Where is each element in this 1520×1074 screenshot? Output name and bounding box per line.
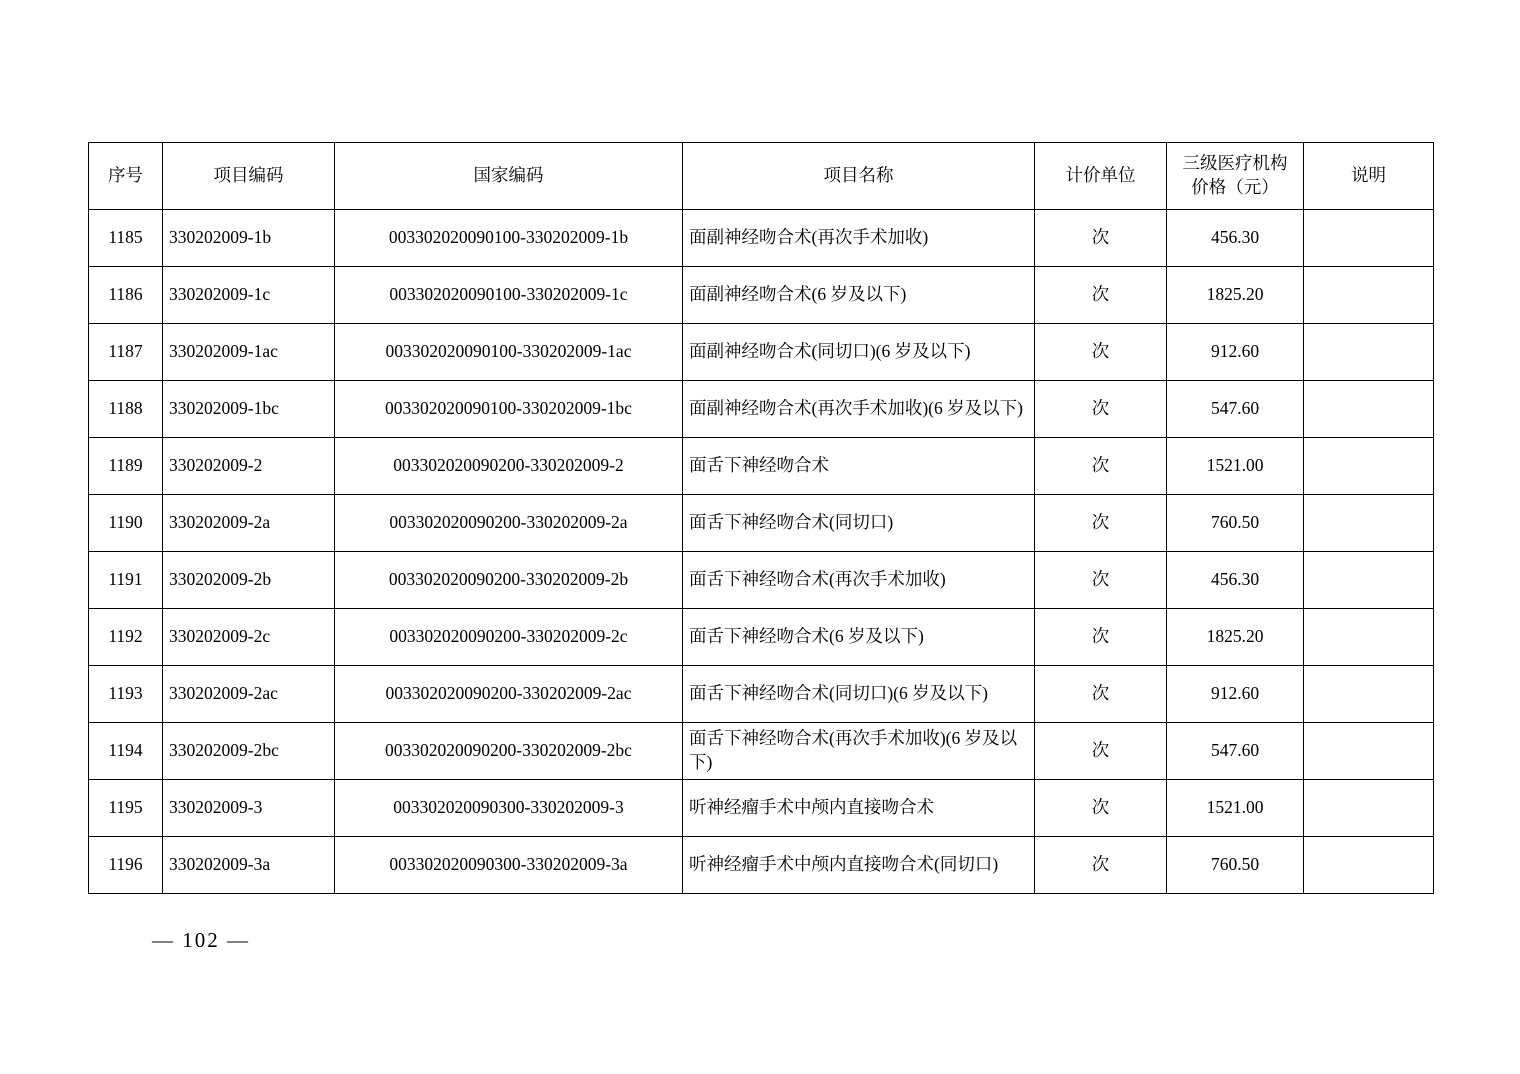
cell-seq: 1193	[89, 666, 163, 723]
cell-note	[1304, 837, 1434, 894]
cell-national-code: 003302020090300-330202009-3	[335, 780, 683, 837]
cell-national-code: 003302020090200-330202009-2b	[335, 552, 683, 609]
medical-price-table	[88, 142, 1434, 894]
cell-note	[1304, 210, 1434, 267]
column-header-note: 说明	[1304, 143, 1434, 210]
cell-item-code: 330202009-2bc	[163, 723, 335, 780]
cell-item-code: 330202009-2	[163, 438, 335, 495]
cell-item-name: 面副神经吻合术(再次手术加收)(6 岁及以下)	[683, 381, 1035, 438]
cell-national-code: 003302020090300-330202009-3a	[335, 837, 683, 894]
cell-item-name: 面副神经吻合术(6 岁及以下)	[683, 267, 1035, 324]
cell-seq: 1185	[89, 210, 163, 267]
cell-price: 912.60	[1167, 666, 1304, 723]
cell-seq: 1186	[89, 267, 163, 324]
cell-price: 456.30	[1167, 552, 1304, 609]
cell-item-name: 面舌下神经吻合术(同切口)(6 岁及以下)	[683, 666, 1035, 723]
column-header-price-line2: 价格（元）	[1191, 177, 1279, 197]
cell-unit: 次	[1035, 495, 1167, 552]
cell-item-name: 面副神经吻合术(再次手术加收)	[683, 210, 1035, 267]
cell-item-name: 面舌下神经吻合术(6 岁及以下)	[683, 609, 1035, 666]
cell-note	[1304, 609, 1434, 666]
cell-note	[1304, 267, 1434, 324]
page-number: — 102 —	[152, 928, 250, 952]
column-header-price-line1: 三级医疗机构	[1182, 153, 1288, 174]
cell-national-code: 003302020090100-330202009-1ac	[335, 324, 683, 381]
cell-unit: 次	[1035, 666, 1167, 723]
cell-price: 1521.00	[1167, 438, 1304, 495]
table-row	[89, 495, 1434, 552]
cell-item-name: 面副神经吻合术(同切口)(6 岁及以下)	[683, 324, 1035, 381]
cell-unit: 次	[1035, 780, 1167, 837]
cell-unit: 次	[1035, 267, 1167, 324]
cell-unit: 次	[1035, 837, 1167, 894]
table-row	[89, 552, 1434, 609]
table-header	[89, 143, 1434, 210]
cell-item-code: 330202009-2b	[163, 552, 335, 609]
table-row	[89, 666, 1434, 723]
cell-seq: 1195	[89, 780, 163, 837]
column-header-seq: 序号	[89, 143, 163, 210]
cell-item-name: 面舌下神经吻合术	[683, 438, 1035, 495]
cell-unit: 次	[1035, 723, 1167, 780]
column-header-national-code: 国家编码	[335, 143, 683, 210]
cell-item-name: 听神经瘤手术中颅内直接吻合术	[683, 780, 1035, 837]
cell-price: 760.50	[1167, 837, 1304, 894]
table-row	[89, 837, 1434, 894]
table-row	[89, 438, 1434, 495]
cell-seq: 1189	[89, 438, 163, 495]
cell-national-code: 003302020090100-330202009-1bc	[335, 381, 683, 438]
cell-seq: 1191	[89, 552, 163, 609]
cell-national-code: 003302020090200-330202009-2bc	[335, 723, 683, 780]
cell-price: 547.60	[1167, 723, 1304, 780]
cell-unit: 次	[1035, 210, 1167, 267]
table-row	[89, 381, 1434, 438]
cell-unit: 次	[1035, 552, 1167, 609]
cell-price: 1825.20	[1167, 267, 1304, 324]
cell-item-name: 面舌下神经吻合术(同切口)	[683, 495, 1035, 552]
cell-item-name: 面舌下神经吻合术(再次手术加收)(6 岁及以下)	[683, 723, 1035, 780]
cell-item-code: 330202009-1b	[163, 210, 335, 267]
column-header-item-code: 项目编码	[163, 143, 335, 210]
cell-item-name: 听神经瘤手术中颅内直接吻合术(同切口)	[683, 837, 1035, 894]
cell-seq: 1194	[89, 723, 163, 780]
cell-item-code: 330202009-1bc	[163, 381, 335, 438]
table-row	[89, 324, 1434, 381]
table-row	[89, 723, 1434, 780]
cell-national-code: 003302020090100-330202009-1c	[335, 267, 683, 324]
cell-price: 1521.00	[1167, 780, 1304, 837]
cell-unit: 次	[1035, 381, 1167, 438]
cell-national-code: 003302020090200-330202009-2ac	[335, 666, 683, 723]
cell-note	[1304, 723, 1434, 780]
cell-seq: 1192	[89, 609, 163, 666]
cell-note	[1304, 552, 1434, 609]
cell-item-code: 330202009-2c	[163, 609, 335, 666]
cell-note	[1304, 438, 1434, 495]
cell-item-code: 330202009-2a	[163, 495, 335, 552]
cell-item-code: 330202009-3	[163, 780, 335, 837]
cell-seq: 1187	[89, 324, 163, 381]
table-row	[89, 780, 1434, 837]
column-header-item-name: 项目名称	[683, 143, 1035, 210]
cell-item-code: 330202009-2ac	[163, 666, 335, 723]
cell-national-code: 003302020090200-330202009-2	[335, 438, 683, 495]
cell-price: 760.50	[1167, 495, 1304, 552]
table-row	[89, 210, 1434, 267]
cell-unit: 次	[1035, 609, 1167, 666]
cell-price: 456.30	[1167, 210, 1304, 267]
column-header-price	[1167, 143, 1304, 210]
cell-item-name: 面舌下神经吻合术(再次手术加收)	[683, 552, 1035, 609]
cell-note	[1304, 495, 1434, 552]
cell-price: 547.60	[1167, 381, 1304, 438]
cell-national-code: 003302020090200-330202009-2a	[335, 495, 683, 552]
cell-seq: 1188	[89, 381, 163, 438]
cell-seq: 1196	[89, 837, 163, 894]
cell-unit: 次	[1035, 324, 1167, 381]
cell-national-code: 003302020090200-330202009-2c	[335, 609, 683, 666]
cell-item-code: 330202009-1c	[163, 267, 335, 324]
cell-note	[1304, 666, 1434, 723]
table-body	[89, 210, 1434, 894]
cell-price: 1825.20	[1167, 609, 1304, 666]
cell-note	[1304, 780, 1434, 837]
table-header-row	[89, 143, 1434, 210]
cell-national-code: 003302020090100-330202009-1b	[335, 210, 683, 267]
cell-item-code: 330202009-3a	[163, 837, 335, 894]
column-header-unit: 计价单位	[1035, 143, 1167, 210]
cell-seq: 1190	[89, 495, 163, 552]
cell-note	[1304, 381, 1434, 438]
table-row	[89, 267, 1434, 324]
price-table-container	[88, 142, 1433, 894]
cell-unit: 次	[1035, 438, 1167, 495]
cell-note	[1304, 324, 1434, 381]
cell-item-code: 330202009-1ac	[163, 324, 335, 381]
table-row	[89, 609, 1434, 666]
cell-price: 912.60	[1167, 324, 1304, 381]
